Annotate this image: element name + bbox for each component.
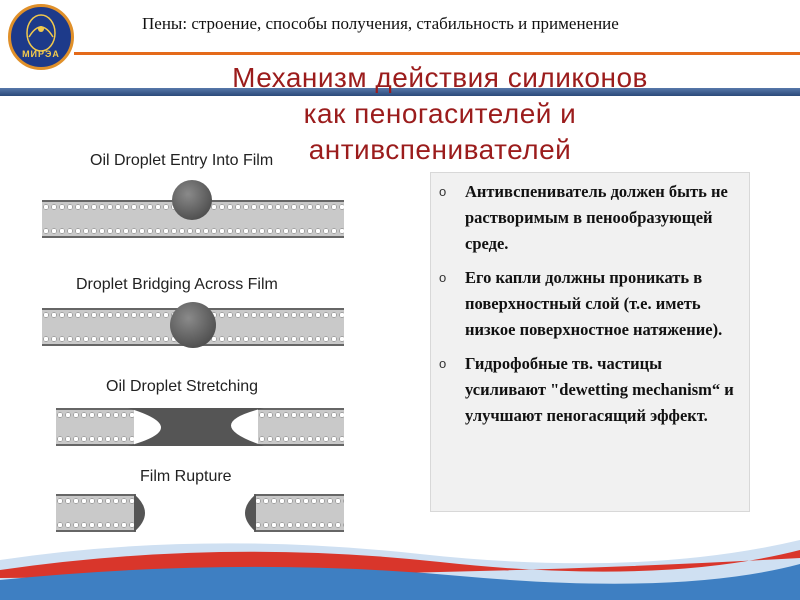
logo-text: МИРЭА: [22, 49, 60, 59]
foam-film-3-right: [258, 408, 344, 446]
figure-label-rupture: Film Rupture: [140, 468, 232, 485]
slide-title-line-2: как пеногасителей и: [303, 98, 577, 129]
bullet-marker-icon: o: [439, 356, 447, 371]
header-accent-line: [74, 52, 800, 55]
figure-label-entry: Oil Droplet Entry Into Film: [90, 152, 274, 169]
bullet-marker-icon: o: [439, 270, 447, 285]
university-logo: [8, 4, 74, 70]
figure-label-bridging: Droplet Bridging Across Film: [76, 276, 278, 293]
bullet-panel: [430, 172, 750, 512]
bullet-item: [437, 179, 739, 257]
oil-droplet-1: [172, 180, 212, 220]
bullet-text: Антивспениватель должен быть не растворимым в пенообразующей среде.: [465, 182, 728, 253]
bullet-text: Гидрофобные тв. частицы усиливают "dewetting mechanism“ и улучшают пеногасящий эффект.: [465, 354, 734, 425]
slide-title: [120, 60, 760, 168]
mechanism-figure: [28, 140, 362, 536]
figure-label-stretching: Oil Droplet Stretching: [106, 378, 259, 395]
slide-title-line-3: антивспенивателей: [308, 134, 572, 165]
presentation-title: Пены: строение, способы получения, стабильность и применение: [142, 14, 619, 33]
slide-title-line-1: Механизм действия силиконов: [232, 62, 648, 93]
bullet-marker-icon: o: [439, 184, 447, 199]
bullet-item: [437, 351, 739, 429]
footer-wave: [0, 520, 800, 600]
bullet-text: Его капли должны проникать в поверхностный слой (т.е. иметь низкое поверхностное натяжение).: [465, 268, 723, 339]
stretched-droplet: [128, 408, 264, 446]
foam-film-3-left: [56, 408, 134, 446]
bullet-item: [437, 265, 739, 343]
oil-droplet-2: [170, 302, 216, 348]
